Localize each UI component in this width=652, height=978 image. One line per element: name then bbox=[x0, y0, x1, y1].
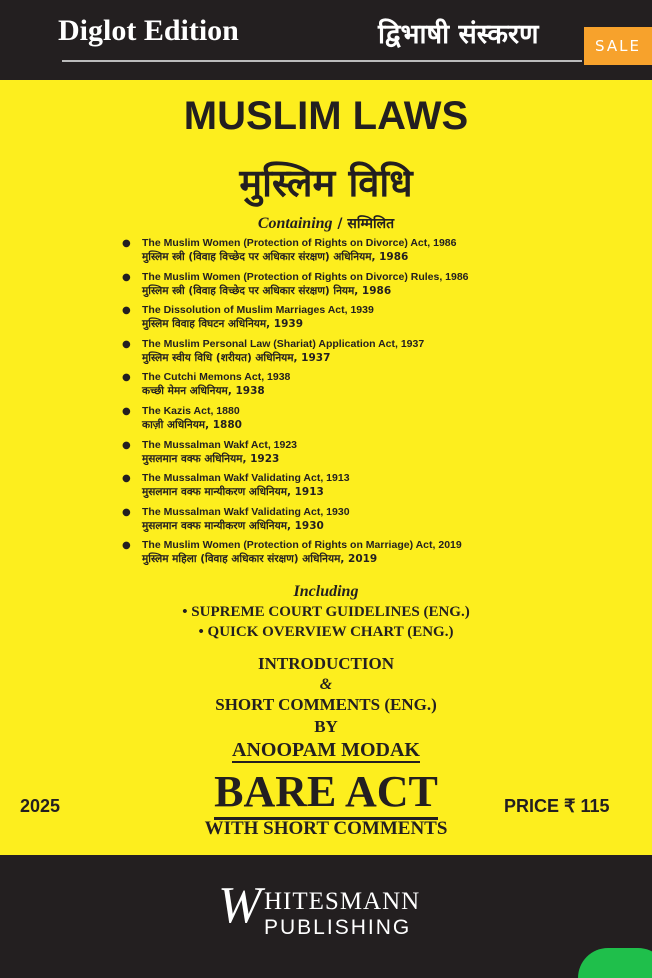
act-name-en: The Muslim Women (Protection of Rights on Divorce) Act, 1986 bbox=[142, 237, 457, 249]
containing-heading bbox=[0, 214, 652, 233]
price-label: PRICE ₹ 115 bbox=[504, 796, 610, 816]
act-item bbox=[122, 271, 542, 305]
bullet-icon: ● bbox=[122, 238, 131, 249]
author-name bbox=[0, 739, 652, 762]
act-name-en: The Mussalman Wakf Validating Act, 1930 bbox=[142, 505, 350, 518]
act-name-en: The Muslim Women (Protection of Rights on Marriage) Act, 2019 bbox=[142, 539, 462, 552]
publisher-logo bbox=[216, 877, 436, 940]
cover-panel bbox=[0, 80, 652, 855]
logo-initial: W bbox=[218, 877, 262, 934]
act-name-en: The Muslim Personal Law (Shariat) Application Act, 1937 bbox=[142, 337, 425, 350]
act-name-hi: मुस्लिम स्त्री (विवाह विच्छेद पर अधिकार संरक्षण) अधिनियम, 1986 bbox=[142, 251, 409, 263]
act-name-en: The Cutchi Memons Act, 1938 bbox=[142, 371, 291, 384]
floating-action-button[interactable] bbox=[578, 948, 652, 978]
title-hi: मुस्लिम विधि bbox=[239, 161, 413, 205]
ampersand: & bbox=[319, 676, 333, 693]
act-item bbox=[122, 439, 542, 473]
including-item: • QUICK OVERVIEW CHART (ENG.) bbox=[198, 624, 454, 640]
acts-list bbox=[122, 237, 542, 573]
title-en: MUSLIM LAWS bbox=[183, 94, 469, 138]
act-item bbox=[122, 405, 542, 439]
act-name-hi: मुसलमान वक्फ मान्यीकरण अधिनियम, 1930 bbox=[142, 519, 324, 532]
act-name-hi: कच्छी मेमन अधिनियम, 1938 bbox=[142, 385, 265, 398]
including-heading: Including bbox=[293, 583, 359, 600]
act-name-hi: काज़ी अधिनियम, 1880 bbox=[142, 418, 242, 431]
act-item bbox=[122, 472, 542, 506]
bare-act-text: BARE ACT bbox=[214, 767, 438, 820]
act-item bbox=[122, 338, 542, 372]
containing-label-hi: / सम्मिलित bbox=[337, 216, 395, 232]
containing-label-en: Containing bbox=[257, 215, 333, 232]
top-band bbox=[0, 0, 652, 80]
act-name-hi: मुसलमान वक्फ अधिनियम, 1923 bbox=[142, 452, 280, 465]
header-divider bbox=[62, 60, 582, 62]
edition-year: 2025 bbox=[20, 796, 61, 816]
act-name-hi: मुस्लिम महिला (विवाह अधिकार संरक्षण) अधिनियम, 2019 bbox=[142, 553, 378, 566]
bullet-icon: ● bbox=[122, 271, 131, 283]
author-name-text: ANOOPAM MODAK bbox=[232, 739, 420, 761]
edition-label-en: Diglot Edition bbox=[58, 14, 239, 47]
act-name-en: The Kazis Act, 1880 bbox=[142, 404, 240, 417]
act-item bbox=[122, 371, 542, 405]
bullet-icon: ● bbox=[122, 473, 131, 485]
act-item bbox=[122, 237, 542, 271]
act-name-hi: मुसलमान वक्फ मान्यीकरण अधिनियम, 1913 bbox=[142, 486, 324, 499]
short-comments-label: SHORT COMMENTS (ENG.) bbox=[215, 695, 437, 714]
act-name-hi: मुस्लिम स्त्री (विवाह विच्छेद पर अधिकार संरक्षण) नियम, 1986 bbox=[142, 284, 392, 297]
logo-name: HITESMANN bbox=[264, 888, 421, 915]
act-item bbox=[122, 539, 542, 573]
act-name-en: The Muslim Women (Protection of Rights on Divorce) Rules, 1986 bbox=[142, 270, 469, 283]
bullet-icon: ● bbox=[122, 338, 131, 350]
act-name-en: The Mussalman Wakf Act, 1923 bbox=[142, 438, 298, 451]
bullet-icon: ● bbox=[122, 506, 131, 518]
introduction-label: INTRODUCTION bbox=[257, 654, 395, 673]
act-item bbox=[122, 506, 542, 540]
act-name-hi: मुस्लिम स्वीय विधि (शरीयत) अधिनियम, 1937 bbox=[142, 351, 331, 364]
bullet-icon: ● bbox=[122, 439, 131, 451]
act-name-en: The Mussalman Wakf Validating Act, 1913 bbox=[142, 472, 350, 485]
bullet-icon: ● bbox=[122, 405, 131, 417]
act-name-hi: मुस्लिम विवाह विघटन अधिनियम, 1939 bbox=[142, 318, 304, 331]
with-short-comments: WITH SHORT COMMENTS bbox=[204, 818, 448, 839]
bullet-icon: ● bbox=[122, 540, 131, 552]
sale-badge[interactable]: SALE bbox=[584, 27, 652, 65]
bullet-icon: ● bbox=[122, 372, 131, 384]
act-item bbox=[122, 304, 542, 338]
bullet-icon: ● bbox=[122, 305, 131, 317]
act-name-en: The Dissolution of Muslim Marriages Act, 1939 bbox=[142, 304, 374, 317]
logo-subtitle: PUBLISHING bbox=[264, 916, 412, 939]
by-label: BY bbox=[314, 717, 338, 736]
including-item: • SUPREME COURT GUIDELINES (ENG.) bbox=[182, 604, 470, 620]
edition-label-hi: द्विभाषी संस्करण bbox=[378, 19, 539, 50]
